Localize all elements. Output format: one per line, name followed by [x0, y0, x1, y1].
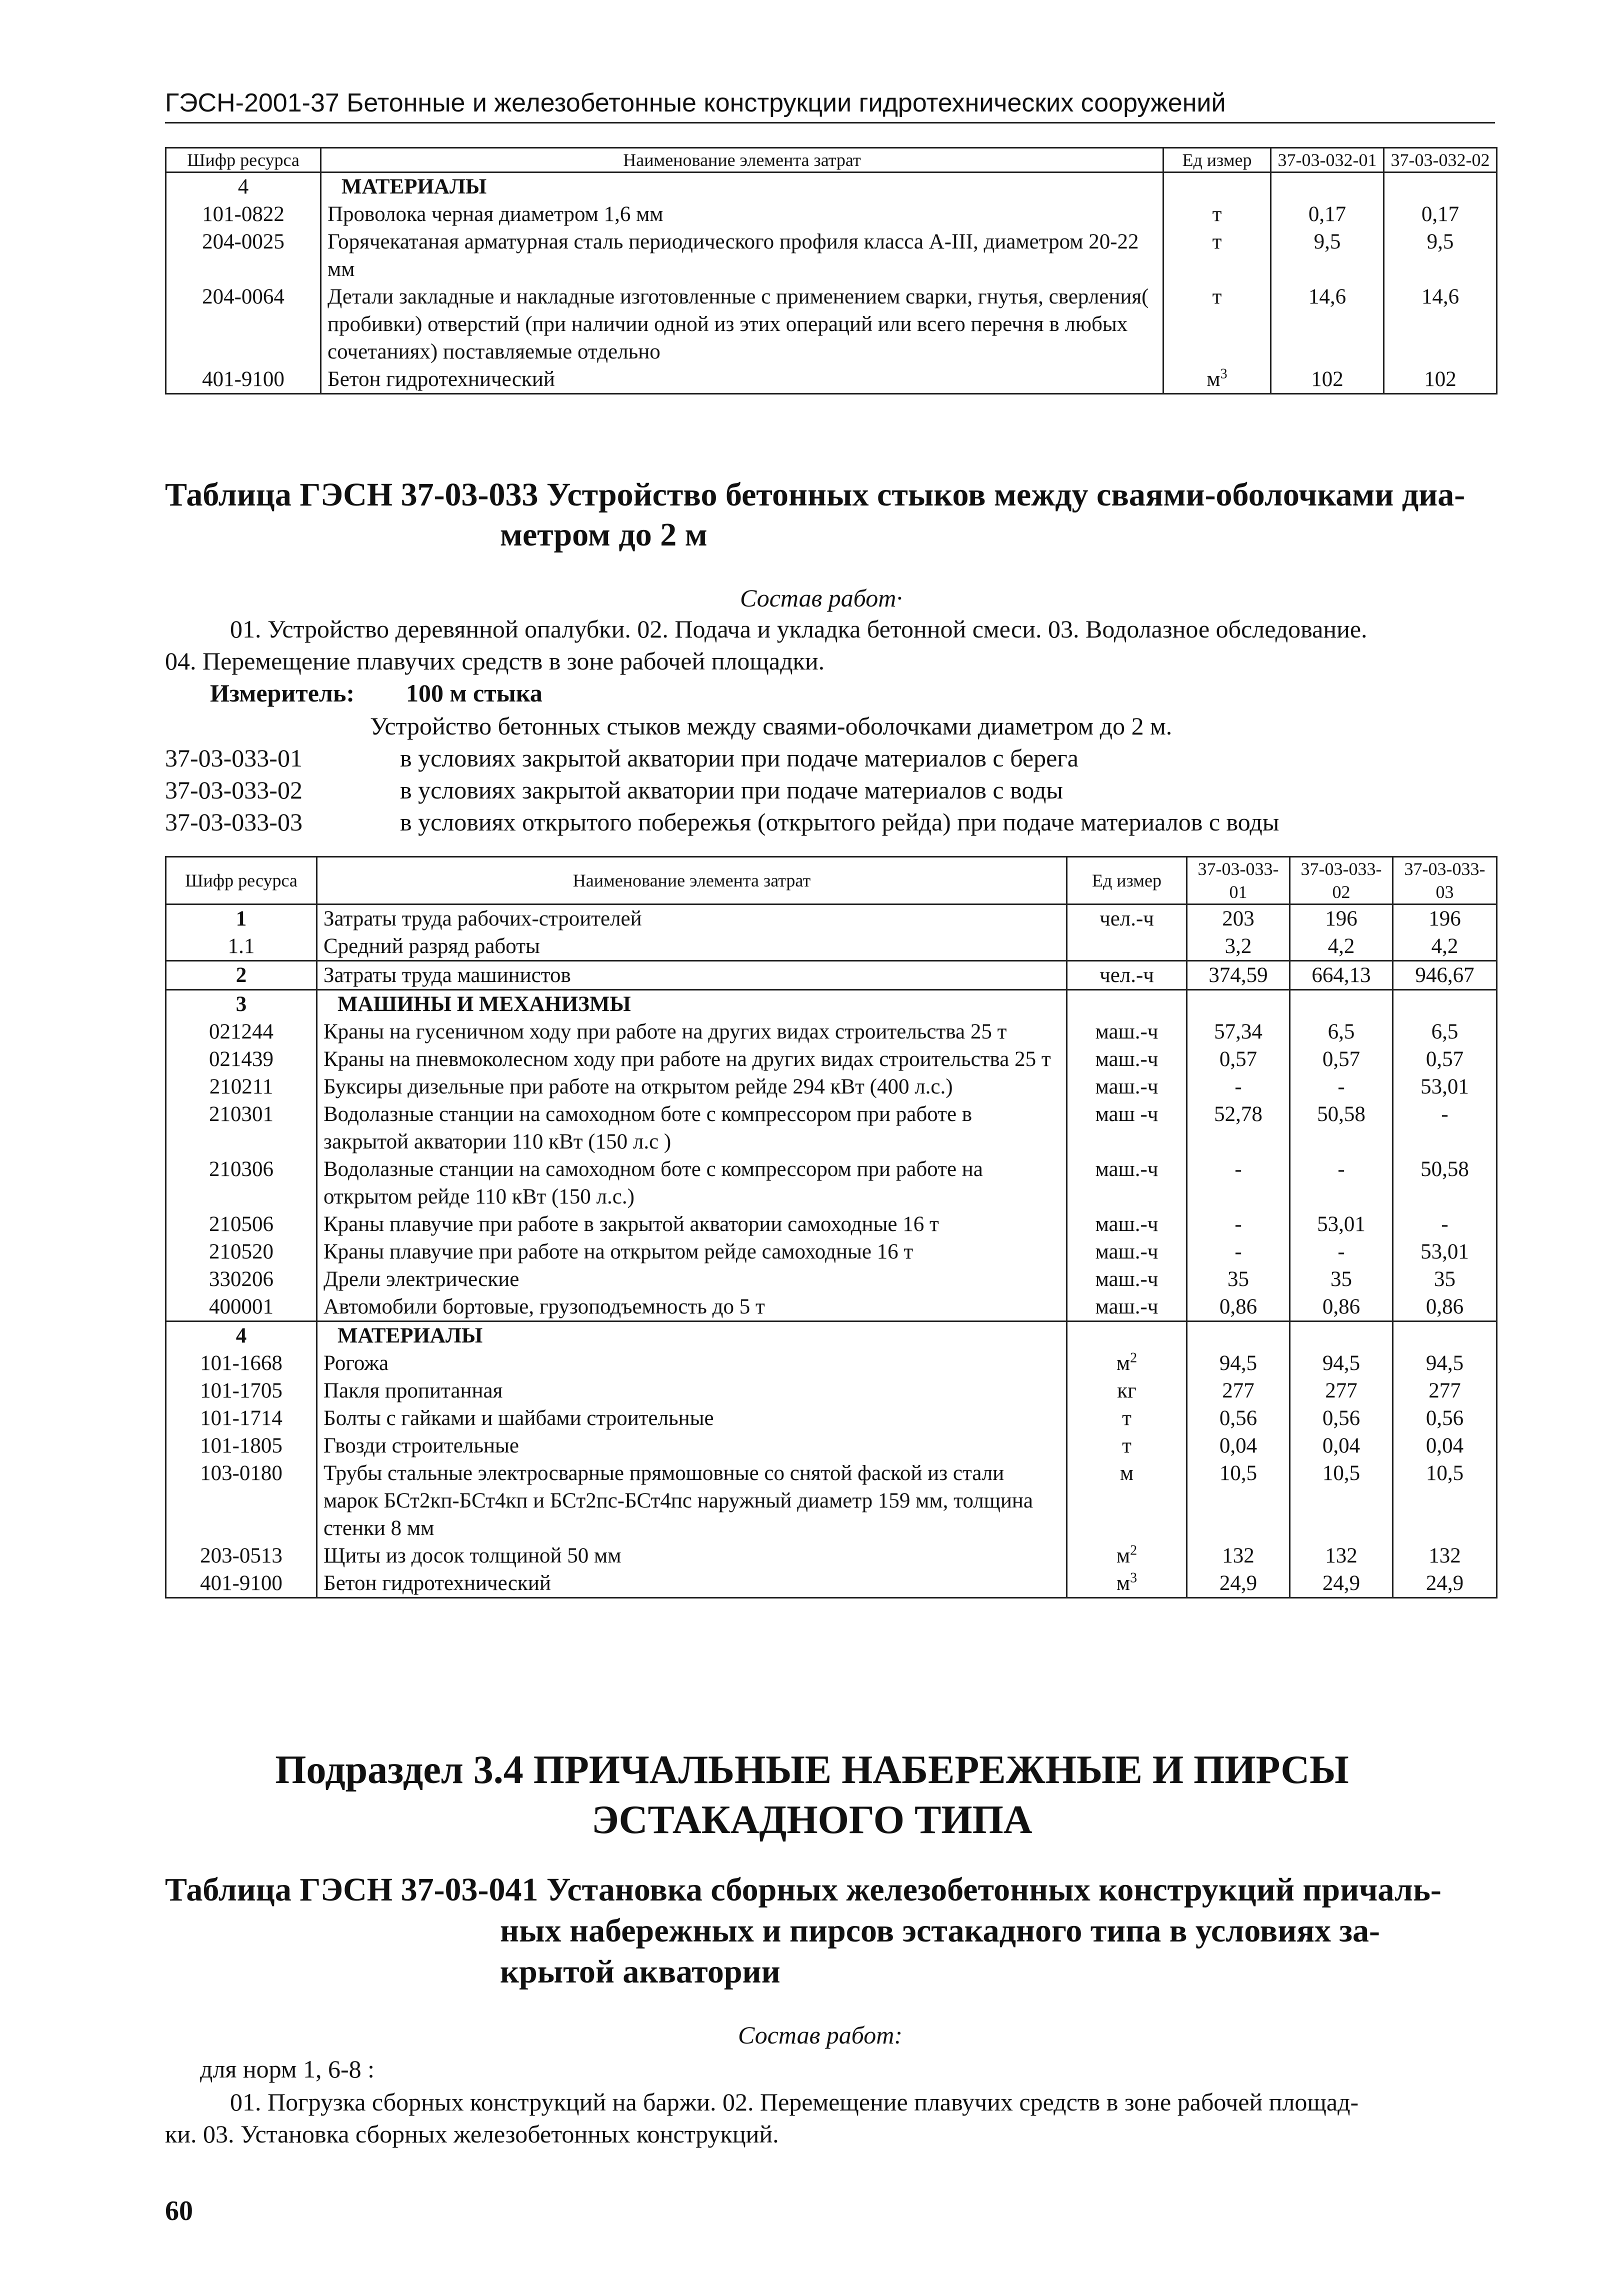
works-list-line-2: 04. Перемещение плавучих средств в зоне рабочей площадки. — [165, 647, 825, 675]
value-norm-3: 50,58 — [1393, 1156, 1497, 1210]
resource-name: Гвозди строительные — [317, 1432, 1067, 1460]
resource-unit: чел.-ч — [1067, 961, 1187, 990]
resource-name: Детали закладные и накладные изготовленные с применением сварки, гнутья, сверления( пробивки) отверстий (при наличии одной из этих операций или всего перечня в любых сочетаниях) поставляемые отдельно — [321, 283, 1164, 366]
resource-code: 101-1805 — [166, 1432, 317, 1460]
resource-unit: т — [1164, 200, 1271, 228]
resource-name: Щиты из досок толщиной 50 мм — [317, 1542, 1067, 1570]
value-norm-2: 132 — [1290, 1542, 1393, 1570]
value-norm-2: 277 — [1290, 1377, 1393, 1404]
resource-unit: маш.-ч — [1067, 1018, 1187, 1046]
value-norm-2: 14,6 — [1384, 283, 1497, 366]
resource-name: Водолазные станции на самоходном боте с компрессором при работе на открытом рейде 110 кВт (150 л.с.) — [317, 1156, 1067, 1210]
value-norm-2: 102 — [1384, 366, 1497, 394]
resource-code: 204-0025 — [166, 228, 321, 283]
table-row — [166, 1404, 1497, 1432]
resource-name: Затраты труда машинистов — [317, 961, 1067, 990]
table-row — [166, 1238, 1497, 1266]
resource-name: Горячекатаная арматурная сталь периодического профиля класса А-III, диаметром 20-22 мм — [321, 228, 1164, 283]
scope-description: Устройство бетонных стыков между сваями-оболочками диаметром до 2 м. — [370, 712, 1172, 740]
value-norm-2: 10,5 — [1290, 1460, 1393, 1542]
running-header: ГЭСН-2001-37 Бетонные и железобетонные конструкции гидротехнических сооружений — [165, 88, 1495, 124]
header-name: Наименование элемента затрат — [317, 857, 1067, 904]
section-row — [166, 172, 1497, 201]
resource-unit: маш.-ч — [1067, 1266, 1187, 1293]
variant-code: 37-03-033-03 — [165, 808, 302, 836]
table-041-title-cont: ных набережных и пирсов эстакадного типа в условиях за- — [500, 1912, 1380, 1949]
resource-code: 210211 — [166, 1073, 317, 1100]
resource-name: Краны на пневмоколесном ходу при работе на других видах строительства 25 т — [317, 1046, 1067, 1073]
resource-unit: т — [1164, 283, 1271, 366]
value-norm-2: 4,2 — [1290, 932, 1393, 961]
table-row — [166, 1377, 1497, 1404]
value-norm-1: 52,78 — [1187, 1100, 1290, 1156]
section-code: 4 — [166, 1322, 317, 1350]
value-norm-3: 0,56 — [1393, 1404, 1497, 1432]
table-041-title-cont: крытой акватории — [500, 1954, 780, 1990]
value-norm-2: 35 — [1290, 1266, 1393, 1293]
table-header-row — [166, 857, 1497, 904]
table-row — [166, 1350, 1497, 1377]
value-norm-1: 0,57 — [1187, 1046, 1290, 1073]
resource-code: 210301 — [166, 1100, 317, 1156]
resource-code: 021244 — [166, 1018, 317, 1046]
value-norm-1: 132 — [1187, 1542, 1290, 1570]
resource-code: 1 — [166, 904, 317, 933]
resource-unit: маш.-ч — [1067, 1046, 1187, 1073]
resource-name: Затраты труда рабочих-строителей — [317, 904, 1067, 933]
resource-name: Средний разряд работы — [317, 932, 1067, 961]
table-row — [166, 1018, 1497, 1046]
table-row — [166, 1100, 1497, 1156]
section-row — [166, 990, 1497, 1018]
value-norm-2: 0,86 — [1290, 1293, 1393, 1322]
value-norm-1: 277 — [1187, 1377, 1290, 1404]
resource-code: 401-9100 — [166, 1570, 317, 1598]
value-norm-2: 0,04 — [1290, 1432, 1393, 1460]
value-norm-3: 0,57 — [1393, 1046, 1497, 1073]
table-row — [166, 283, 1497, 366]
value-norm-3: 53,01 — [1393, 1238, 1497, 1266]
resource-code: 204-0064 — [166, 283, 321, 366]
table-row — [166, 1293, 1497, 1322]
resource-name: Автомобили бортовые, грузоподъемность до 5 т — [317, 1293, 1067, 1322]
variant-text: в условиях открытого побережья (открытого рейда) при подаче материалов с воды — [400, 808, 1280, 836]
header-norm-1: 37-03-032-01 — [1271, 148, 1384, 172]
value-norm-2: 50,58 — [1290, 1100, 1393, 1156]
table-row — [166, 904, 1497, 933]
resource-code: 210506 — [166, 1210, 317, 1238]
header-unit: Ед измер — [1164, 148, 1271, 172]
resource-code: 401-9100 — [166, 366, 321, 394]
section-title: МАТЕРИАЛЫ — [321, 172, 1164, 201]
resource-name: Проволока черная диаметром 1,6 мм — [321, 200, 1164, 228]
header-norm-3: 37-03-033-03 — [1393, 857, 1497, 904]
resource-code: 210306 — [166, 1156, 317, 1210]
table-row — [166, 1210, 1497, 1238]
resource-name: Краны на гусеничном ходу при работе на других видах строительства 25 т — [317, 1018, 1067, 1046]
resource-name: Водолазные станции на самоходном боте с компрессором при работе в закрытой акватории 110 кВт (150 л.с ) — [317, 1100, 1067, 1156]
resource-code: 210520 — [166, 1238, 317, 1266]
header-unit: Ед измер — [1067, 857, 1187, 904]
value-norm-2: - — [1290, 1238, 1393, 1266]
value-norm-2: 664,13 — [1290, 961, 1393, 990]
value-norm-1: 0,17 — [1271, 200, 1384, 228]
table-row — [166, 1073, 1497, 1100]
value-norm-2: 94,5 — [1290, 1350, 1393, 1377]
resource-unit: маш.-ч — [1067, 1156, 1187, 1210]
resource-unit: $м^2$ — [1067, 1542, 1187, 1570]
resource-code: 103-0180 — [166, 1460, 317, 1542]
resource-unit: кг — [1067, 1377, 1187, 1404]
value-norm-3: 132 — [1393, 1542, 1497, 1570]
resource-code: 1.1 — [166, 932, 317, 961]
value-norm-2: 9,5 — [1384, 228, 1497, 283]
value-norm-3: 0,04 — [1393, 1432, 1497, 1460]
resource-name: Краны плавучие при работе на открытом рейде самоходные 16 т — [317, 1238, 1067, 1266]
section-code: 4 — [166, 172, 321, 201]
resource-name: Бетон гидротехнический — [321, 366, 1164, 394]
value-norm-3: 35 — [1393, 1266, 1497, 1293]
section-title: МАТЕРИАЛЫ — [317, 1322, 1067, 1350]
value-norm-2: 0,56 — [1290, 1404, 1393, 1432]
value-norm-1: 0,86 — [1187, 1293, 1290, 1322]
resource-name: Дрели электрические — [317, 1266, 1067, 1293]
resource-unit: т — [1067, 1432, 1187, 1460]
value-norm-1: 203 — [1187, 904, 1290, 933]
subsection-title: Подраздел 3.4 ПРИЧАЛЬНЫЕ НАБЕРЕЖНЫЕ И ПИРСЫ — [275, 1748, 1349, 1792]
table-row — [166, 932, 1497, 961]
meter-value: 100 м стыка — [406, 679, 542, 707]
table-row — [166, 1432, 1497, 1460]
resource-code: 330206 — [166, 1266, 317, 1293]
table-row — [166, 1266, 1497, 1293]
resource-unit: маш -ч — [1067, 1100, 1187, 1156]
resource-name: Трубы стальные электросварные прямошовные со снятой фаской из стали марок БСт2кп-БСт4кп и БСт2пс-БСт4пс наружный диаметр 159 мм, толщина стенки 8 мм — [317, 1460, 1067, 1542]
resource-unit: маш.-ч — [1067, 1238, 1187, 1266]
resource-unit: м — [1067, 1460, 1187, 1542]
value-norm-3: - — [1393, 1210, 1497, 1238]
works-composition-label: Состав работ: — [738, 2021, 903, 2049]
value-norm-2: - — [1290, 1156, 1393, 1210]
variant-code: 37-03-033-02 — [165, 776, 302, 804]
resource-unit: маш.-ч — [1067, 1293, 1187, 1322]
resource-unit: маш.-ч — [1067, 1073, 1187, 1100]
value-norm-1: - — [1187, 1238, 1290, 1266]
table-033-title: Таблица ГЭСН 37-03-033 Устройство бетонных стыков между сваями-оболочками диа- — [165, 476, 1466, 513]
value-norm-1: 9,5 — [1271, 228, 1384, 283]
table-row — [166, 200, 1497, 228]
resource-unit: т — [1067, 1404, 1187, 1432]
header-norm-2: 37-03-032-02 — [1384, 148, 1497, 172]
value-norm-3: 946,67 — [1393, 961, 1497, 990]
resource-name: Буксиры дизельные при работе на открытом рейде 294 кВт (400 л.с.) — [317, 1073, 1067, 1100]
value-norm-3: 6,5 — [1393, 1018, 1497, 1046]
resource-unit — [1067, 932, 1187, 961]
value-norm-2: 196 — [1290, 904, 1393, 933]
resource-code: 101-1668 — [166, 1350, 317, 1377]
value-norm-2: - — [1290, 1073, 1393, 1100]
header-norm-2: 37-03-033-02 — [1290, 857, 1393, 904]
variant-code: 37-03-033-01 — [165, 744, 302, 772]
table-row — [166, 1156, 1497, 1210]
value-norm-1: - — [1187, 1156, 1290, 1210]
value-norm-3: 196 — [1393, 904, 1497, 933]
resource-unit: т — [1164, 228, 1271, 283]
resource-code: 203-0513 — [166, 1542, 317, 1570]
resource-name: Краны плавучие при работе в закрытой акватории самоходные 16 т — [317, 1210, 1067, 1238]
value-norm-1: 35 — [1187, 1266, 1290, 1293]
value-norm-2: 53,01 — [1290, 1210, 1393, 1238]
value-norm-2: 24,9 — [1290, 1570, 1393, 1598]
value-norm-1: 24,9 — [1187, 1570, 1290, 1598]
header-code: Шифр ресурса — [166, 857, 317, 904]
resource-code: 101-1714 — [166, 1404, 317, 1432]
resource-table-033 — [165, 856, 1498, 1598]
works-list-line-2: ки. 03. Установка сборных железобетонных конструкций. — [165, 2120, 779, 2148]
value-norm-1: 0,04 — [1187, 1432, 1290, 1460]
value-norm-3: 53,01 — [1393, 1073, 1497, 1100]
value-norm-1: 57,34 — [1187, 1018, 1290, 1046]
table-041-title: Таблица ГЭСН 37-03-041 Установка сборных железобетонных конструкций причаль- — [165, 1872, 1442, 1908]
value-norm-1: 10,5 — [1187, 1460, 1290, 1542]
resource-unit: $м^3$ — [1164, 366, 1271, 394]
resource-code: 101-1705 — [166, 1377, 317, 1404]
table-row — [166, 228, 1497, 283]
table-row — [166, 961, 1497, 990]
section-code: 3 — [166, 990, 317, 1018]
value-norm-3: 24,9 — [1393, 1570, 1497, 1598]
value-norm-1: 94,5 — [1187, 1350, 1290, 1377]
value-norm-3: 0,86 — [1393, 1293, 1497, 1322]
works-list-line-1: 01. Погрузка сборных конструкций на баржи. 02. Перемещение плавучих средств в зоне рабочей площад- — [230, 2088, 1359, 2116]
value-norm-2: 0,17 — [1384, 200, 1497, 228]
value-norm-3: 4,2 — [1393, 932, 1497, 961]
value-norm-1: 374,59 — [1187, 961, 1290, 990]
table-row — [166, 1460, 1497, 1542]
value-norm-3: 94,5 — [1393, 1350, 1497, 1377]
header-norm-1: 37-03-033-01 — [1187, 857, 1290, 904]
table-row — [166, 366, 1497, 394]
page-number: 60 — [165, 2196, 193, 2226]
value-norm-1: - — [1187, 1073, 1290, 1100]
value-norm-3: - — [1393, 1100, 1497, 1156]
works-composition-label: Состав работ· — [740, 584, 902, 612]
resource-unit: $м^3$ — [1067, 1570, 1187, 1598]
table-header-row — [166, 148, 1497, 172]
resource-unit: $м^2$ — [1067, 1350, 1187, 1377]
table-row — [166, 1046, 1497, 1073]
table-row — [166, 1570, 1497, 1598]
resource-table-032 — [165, 147, 1498, 394]
resource-code: 2 — [166, 961, 317, 990]
header-name: Наименование элемента затрат — [321, 148, 1164, 172]
meter-label: Измеритель: — [210, 679, 355, 707]
variant-text: в условиях закрытой акватории при подаче материалов с воды — [400, 776, 1063, 804]
resource-code: 101-0822 — [166, 200, 321, 228]
table-033-title-cont: метром до 2 м — [500, 516, 708, 553]
value-norm-1: - — [1187, 1210, 1290, 1238]
subsection-title-cont: ЭСТАКАДНОГО ТИПА — [592, 1798, 1032, 1842]
resource-name: Рогожа — [317, 1350, 1067, 1377]
works-list-line-1: 01. Устройство деревянной опалубки. 02. Подача и укладка бетонной смеси. 03. Водолазное обследование. — [230, 615, 1368, 643]
value-norm-3: 277 — [1393, 1377, 1497, 1404]
value-norm-2: 0,57 — [1290, 1046, 1393, 1073]
resource-name: Болты с гайками и шайбами строительные — [317, 1404, 1067, 1432]
table-row — [166, 1542, 1497, 1570]
value-norm-2: 6,5 — [1290, 1018, 1393, 1046]
resource-unit: маш.-ч — [1067, 1210, 1187, 1238]
resource-code: 021439 — [166, 1046, 317, 1073]
resource-name: Бетон гидротехнический — [317, 1570, 1067, 1598]
resource-unit: чел.-ч — [1067, 904, 1187, 933]
value-norm-1: 14,6 — [1271, 283, 1384, 366]
norms-label: для норм 1, 6-8 : — [200, 2055, 375, 2083]
section-title: МАШИНЫ И МЕХАНИЗМЫ — [317, 990, 1067, 1018]
resource-code: 400001 — [166, 1293, 317, 1322]
variant-text: в условиях закрытой акватории при подаче материалов с берега — [400, 744, 1078, 772]
value-norm-1: 0,56 — [1187, 1404, 1290, 1432]
value-norm-1: 102 — [1271, 366, 1384, 394]
value-norm-1: 3,2 — [1187, 932, 1290, 961]
resource-name: Пакля пропитанная — [317, 1377, 1067, 1404]
header-code: Шифр ресурса — [166, 148, 321, 172]
section-row — [166, 1322, 1497, 1350]
value-norm-3: 10,5 — [1393, 1460, 1497, 1542]
